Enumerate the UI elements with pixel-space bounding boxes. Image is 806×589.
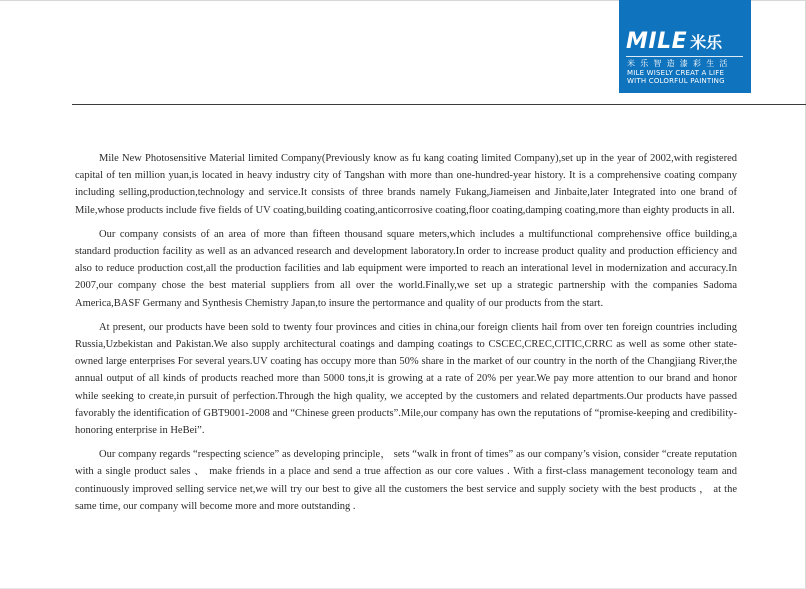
logo-tagline-english-line2: WITH COLORFUL PAINTING <box>627 77 725 85</box>
logo-mark-text: MILE <box>626 29 688 54</box>
brand-logo <box>619 0 751 93</box>
company-introduction <box>75 150 737 522</box>
logo-chinese-name: 米乐 <box>690 33 723 52</box>
intro-paragraph-1: Mile New Photosensitive Material limited Company(Previously know as fu kang coating limited Company),set up in the year of 2002,with registered capital of ten million yuan,is located in heavy industry city of Tangshan with more than one-hundred-year history. It is a comprehensive coating company including selling,production,technology and service.It consists of three brands namely Fukang,Jiameisen and Jinbaite,later Integrated into one brand of Mile,whose products include five fields of UV coating,building coating,anticorrosive coating,floor coating,damping coating,more than eighty products in all. <box>75 153 737 216</box>
header-divider <box>72 104 806 105</box>
intro-paragraph-3: At present, our products have been sold to twenty four provinces and cities in china,our foreign clients hail from over ten foreign countries including Russia,Uzbekistan and Pakistan.We also supply architectural coatings and damping coatings to CSCEC,CREC,CITIC,CRRC as well as some other state-owned large enterprises For several years.UV coating has occupy more than 50% share in the market of our country in the north of the Changjiang River,the annual output of all kinds of products reached more than 5000 tons,it is growing at a rate of 20% per year.We pay more attention to our brand and honor while seeking to create,in pursuit of perfection.Through the high quality, we accepted by the customers and related departments.Our products have passed favorably the identification of GBT9001-2008 and “Chinese green products”.Mile,our company has own the reputations of “promise-keeping and credibility-honoring enterprise in HeBei”. <box>75 321 737 437</box>
intro-paragraph-4: Our company regards “respecting science” as developing principle， sets “walk in front of times” as our company’s vision, consider “create reputation with a single product sales 、 make friends in a place and send a true affection as our core values . With a first-class management teconology team and continuously improved selling service net,we will try our best to give all the customers the best service and supply society with the best products ， at the same time, our company will become more and more outstanding . <box>75 449 737 512</box>
logo-tagline-english-line1: MILE WISELY CREAT A LIFE <box>627 69 725 77</box>
logo-tagline-chinese: 米乐智造漆彩生活 <box>627 59 733 68</box>
logo-divider <box>626 56 743 57</box>
intro-paragraph-2: Our company consists of an area of more than fifteen thousand square meters,which includes a multifunctional comprehensive office building,a standard production facility as well as an advanced research and development laboratory.In order to increase product quality and production efficiency and also to reduce production cost,all the production facilities and lab equipment were imported to reach an interational level in modernization and accuracy.In 2007,our company chose the best material suppliers from all over the world.Finally,we set up a strategic partnership with the companies Sadoma America,BASF Germany and Synthesis Chemistry Japan,to insure the pertormance and quality of our products from the start. <box>75 228 737 309</box>
logo-wordmark <box>626 28 722 56</box>
